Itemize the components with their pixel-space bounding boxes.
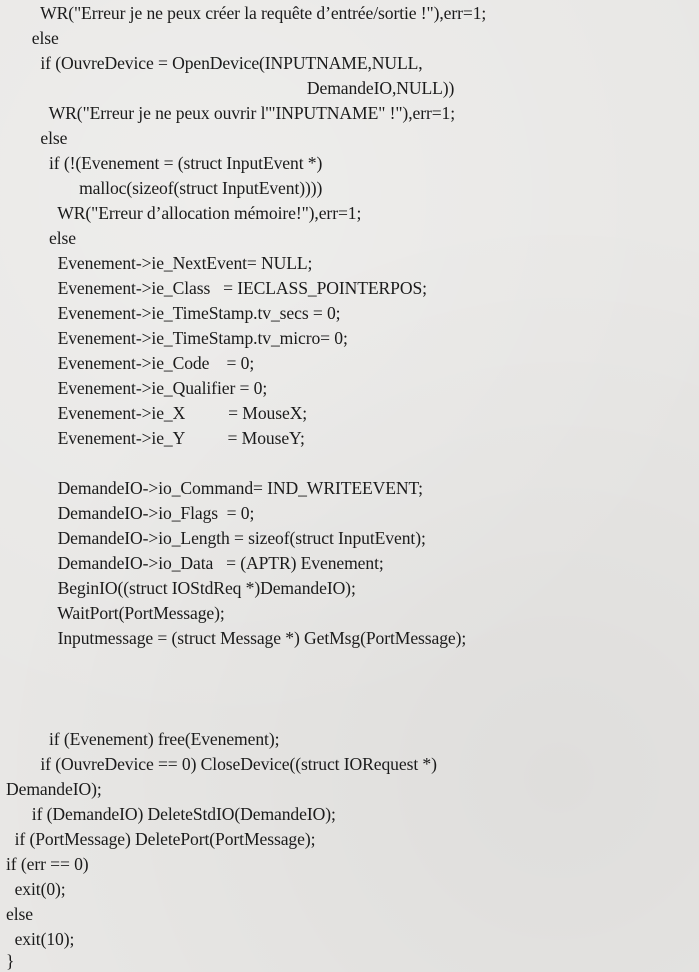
code-line: DemandeIO->io_Data = (APTR) Evenement; [6,553,384,573]
code-line: Evenement->ie_Class = IECLASS_POINTERPOS; [6,278,427,298]
code-line: if (DemandeIO) DeleteStdIO(DemandeIO); [6,804,336,824]
code-line: WR("Erreur je ne peux ouvrir l'"INPUTNAME" !"),err=1; [6,103,456,123]
code-line: malloc(sizeof(struct InputEvent)))) [6,178,323,198]
code-line: WaitPort(PortMessage); [6,603,225,623]
code-line: if (err == 0) [6,854,89,874]
code-line: Evenement->ie_TimeStamp.tv_secs = 0; [6,303,341,323]
code-line: if (!(Evenement = (struct InputEvent *) [6,153,323,173]
code-line: else [6,128,68,148]
code-line: if (PortMessage) DeletePort(PortMessage); [6,829,316,849]
code-line: WR("Erreur d’allocation mémoire!"),err=1; [6,203,362,223]
code-line: DemandeIO->io_Command= IND_WRITEEVENT; [6,478,423,498]
code-line: exit(10); [6,929,75,949]
code-line: exit(0); [6,879,66,899]
code-line: BeginIO((struct IOStdReq *)DemandeIO); [6,578,356,598]
code-line: if (OuvreDevice == 0) CloseDevice((struct IORequest *) [6,754,437,774]
code-line: if (OuvreDevice = OpenDevice(INPUTNAME,NULL, [6,53,423,73]
code-line: DemandeIO->io_Flags = 0; [6,503,255,523]
code-line: else [6,904,33,924]
code-line: Evenement->ie_Code = 0; [6,353,255,373]
code-line: Evenement->ie_NextEvent= NULL; [6,253,313,273]
code-line: } [6,951,15,971]
code-line: else [6,228,76,248]
code-line: Evenement->ie_Y = MouseY; [6,428,305,448]
code-line: Evenement->ie_X = MouseX; [6,403,308,423]
code-line: DemandeIO,NULL)) [6,78,455,98]
code-line: Evenement->ie_Qualifier = 0; [6,378,268,398]
code-line: if (Evenement) free(Evenement); [6,729,280,749]
code-line: WR("Erreur je ne peux créer la requête d’entrée/sortie !"),err=1; [6,3,487,23]
code-line: DemandeIO->io_Length = sizeof(struct InputEvent); [6,528,426,548]
code-line: Inputmessage = (struct Message *) GetMsg(PortMessage); [6,628,467,648]
code-line: DemandeIO); [6,779,102,799]
code-line: Evenement->ie_TimeStamp.tv_micro= 0; [6,328,348,348]
code-line: else [6,28,59,48]
